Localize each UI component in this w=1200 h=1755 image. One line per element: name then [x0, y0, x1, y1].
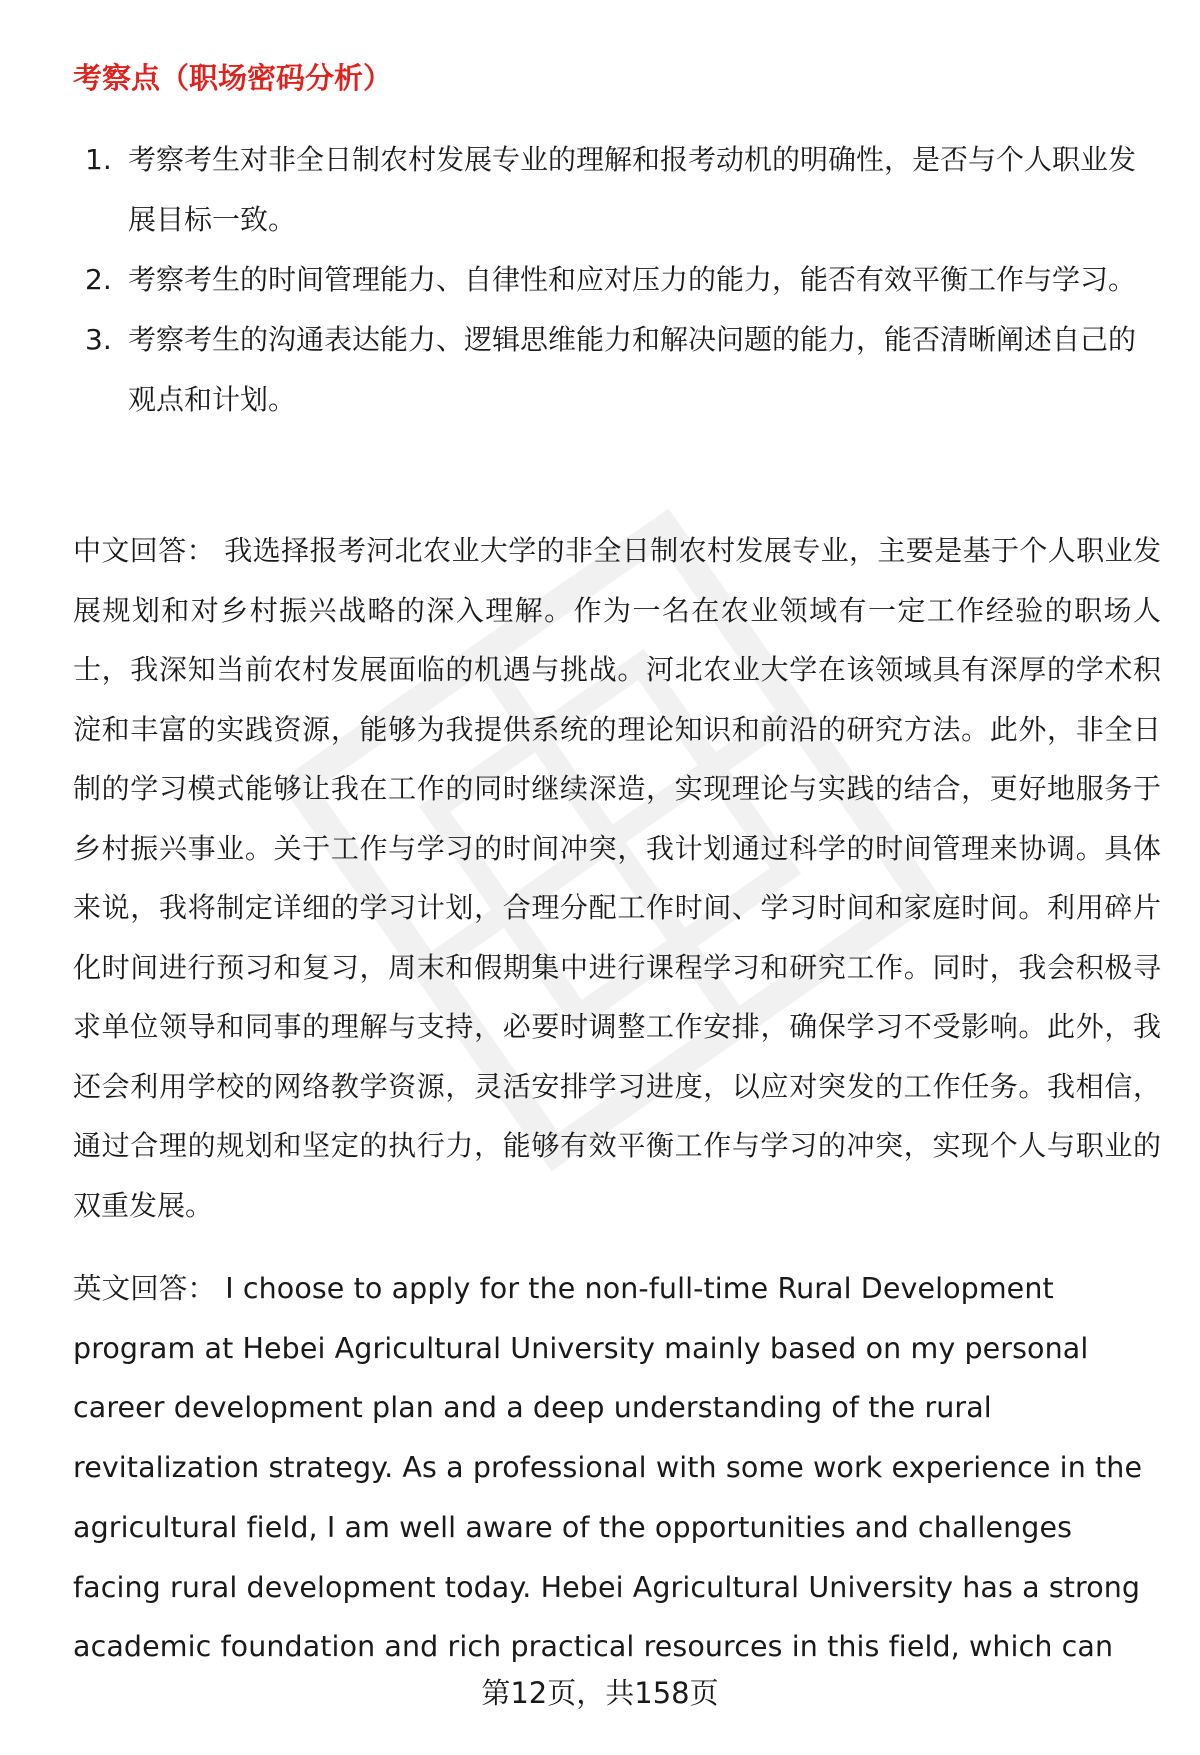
list-item-text: 考察考生的时间管理能力、自律性和应对压力的能力，能否有效平衡工作与学习。: [128, 263, 1137, 296]
section-title: 考察点（职场密码分析）: [73, 61, 393, 95]
chinese-answer-label: 中文回答：: [73, 534, 215, 567]
list-item-number: 3.: [85, 323, 112, 356]
list-item-number: 1.: [85, 143, 112, 176]
list-item: [73, 130, 1153, 250]
english-answer-label: 英文回答：: [73, 1272, 217, 1305]
chinese-answer-text: 我选择报考河北农业大学的非全日制农村发展专业，主要是基于个人职业发展规划和对乡村振兴战略的深入理解。作为一名在农业领域有一定工作经验的职场人士，我深知当前农村发展面临的机遇与挑战。河北农业大学在该领域具有深厚的学术积淀和丰富的实践资源，能够为我提供系统的理论知识和前沿的研究方法。此外，非全日制的学习模式能够让我在工作的同时继续深造，实现理论与实践的结合，更好地服务于乡村振兴事业。关于工作与学习的时间冲突，我计划通过科学的时间管理来协调。具体来说，我将制定详细的学习计划，合理分配工作时间、学习时间和家庭时间。利用碎片化时间进行预习和复习，周末和假期集中进行课程学习和研究工作。同时，我会积极寻求单位领导和同事的理解与支持，必要时调整工作安排，确保学习不受影响。此外，我还会利用学校的网络教学资源，灵活安排学习进度，以应对突发的工作任务。我相信，通过合理的规划和坚定的执行力，能够有效平衡工作与学习的冲突，实现个人与职业的双重发展。: [73, 534, 1161, 1222]
list-item: [73, 250, 1153, 310]
list-item-number: 2.: [85, 263, 112, 296]
chinese-answer-paragraph: [73, 521, 1161, 1235]
english-answer-paragraph: [73, 1259, 1161, 1677]
page-number-footer: 第12页，共158页: [481, 1676, 719, 1710]
evaluation-points-list: [73, 130, 1153, 430]
english-answer-text: I choose to apply for the non-full-time Rural Development program at Hebei Agricultural University mainly based on my personal career development plan and a deep understanding of the rural revitalization strategy. As a professional with some work experience in the agricultural field, I am well aware of the opportunities and challenges facing rural development today. Hebei Agricultural University has a strong academic foundation and rich practical resources in this field, which can: [73, 1272, 1143, 1664]
list-item: [73, 310, 1153, 430]
list-item-text: 考察考生对非全日制农村发展专业的理解和报考动机的明确性，是否与个人职业发展目标一致。: [128, 143, 1137, 236]
list-item-text: 考察考生的沟通表达能力、逻辑思维能力和解决问题的能力，能否清晰阐述自己的观点和计划。: [128, 323, 1137, 416]
